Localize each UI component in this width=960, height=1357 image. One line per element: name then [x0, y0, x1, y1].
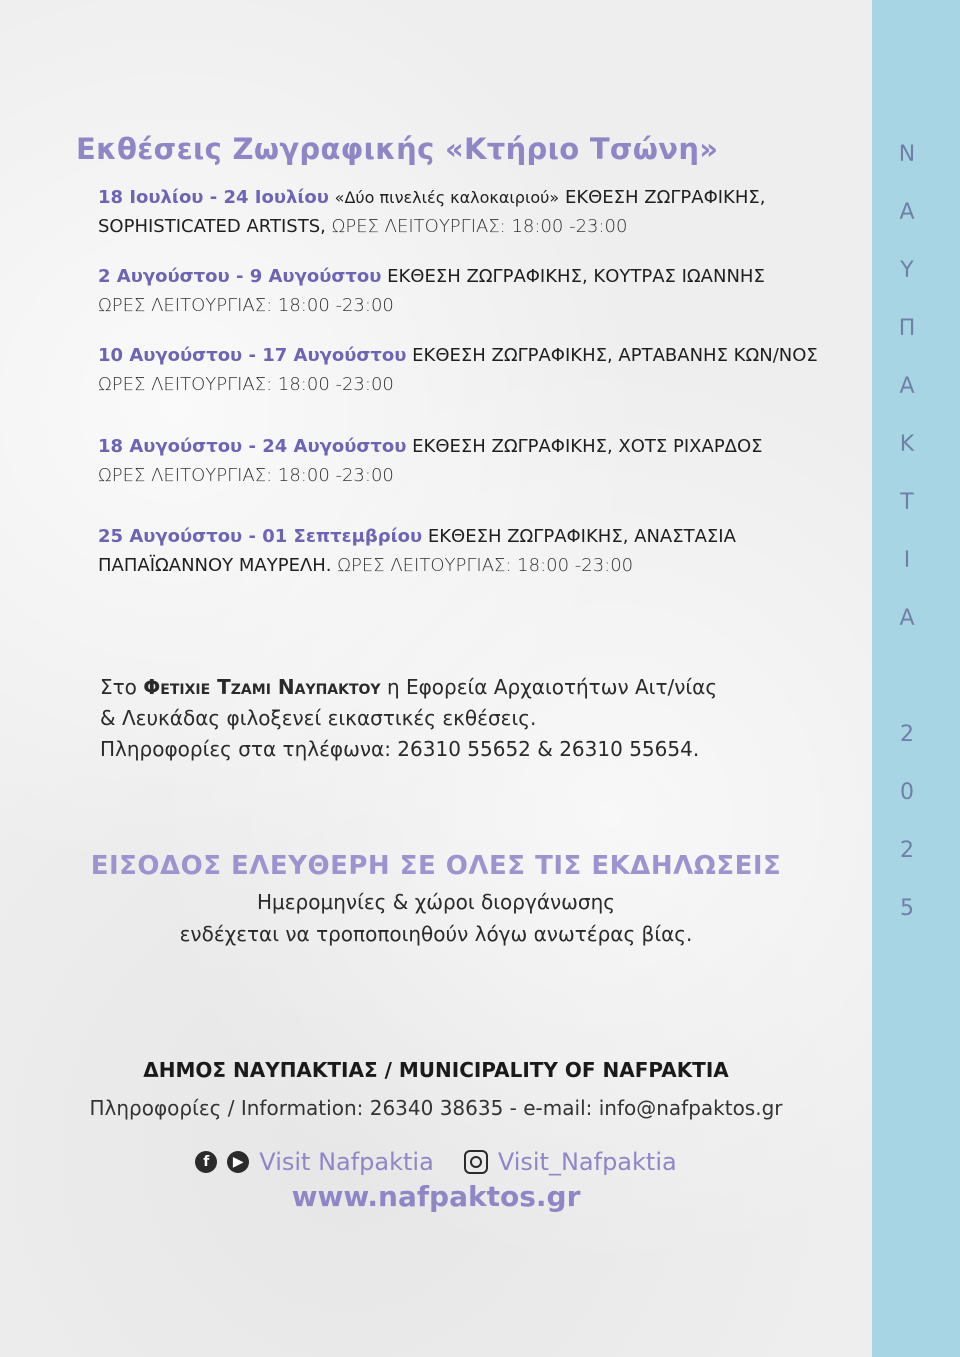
side-letter: Κ: [899, 432, 915, 457]
social-links: [0, 1144, 872, 1180]
event-text: ΕΚΘΕΣΗ ΖΩΓΡΑΦΙΚΗΣ, ΑΡΤΑΒΑΝΗΣ ΚΩΝ/ΝΟΣ: [412, 345, 818, 366]
social-facebook-youtube-label[interactable]: Visit Nafpaktia: [259, 1148, 434, 1176]
event-hours: ΩΡΕΣ ΛΕΙΤΟΥΡΓΙΑΣ: 18:00 -23:00: [98, 374, 394, 395]
event-text-2: ΠΑΠΑΪΩΑΝΝΟΥ ΜΑΥΡΕΛΗ.: [98, 555, 332, 576]
page-title: Εκθέσεις Ζωγραφικής «Κτήριο Τσώνη»: [76, 132, 719, 166]
side-letter: Τ: [900, 490, 914, 515]
event-text: ΕΚΘΕΣΗ ΖΩΓΡΑΦΙΚΗΣ,: [564, 187, 766, 208]
event-text: ΕΚΘΕΣΗ ΖΩΓΡΑΦΙΚΗΣ, ΧΟΤΣ ΡΙΧΑΡΔΟΣ: [412, 436, 763, 457]
venue-name: Φετιχιε Τζαμι Ναυπακτου: [143, 675, 381, 699]
event-quote: «Δύο πινελιές καλοκαιριού»: [334, 188, 560, 207]
free-entry-banner: ΕΙΣΟΔΟΣ ΕΛΕΥΘΕΡΗ ΣΕ ΟΛΕΣ ΤΙΣ ΕΚΔΗΛΩΣΕΙΣ: [90, 851, 782, 881]
youtube-icon[interactable]: ▶: [227, 1151, 249, 1173]
event-hours: ΩΡΕΣ ΛΕΙΤΟΥΡΓΙΑΣ: 18:00 -23:00: [337, 555, 634, 576]
side-letter: Υ: [900, 258, 914, 283]
event-date: 18 Ιουλίου - 24 Ιουλίου: [98, 187, 329, 208]
info-line1-rest: η Εφορεία Αρχαιοτήτων Αιτ/νίας: [386, 675, 718, 699]
side-vertical-text: [872, 0, 942, 1357]
side-year-digit: 2: [900, 838, 914, 863]
event-item: [98, 522, 858, 580]
event-date: 25 Αυγούστου - 01 Σεπτεμβρίου: [98, 526, 423, 547]
event-hours: ΩΡΕΣ ΛΕΙΤΟΥΡΓΙΑΣ: 18:00 -23:00: [98, 465, 394, 486]
contact-info: Πληροφορίες / Information: 26340 38635 - e-mail: info@nafpaktos.gr: [89, 1096, 783, 1120]
event-date: 2 Αυγούστου - 9 Αυγούστου: [98, 266, 382, 287]
info-phones: Πληροφορίες στα τηλέφωνα: 26310 55652 & 26310 55654.: [100, 737, 700, 761]
side-letter: Ν: [898, 142, 916, 167]
event-hours: ΩΡΕΣ ΛΕΙΤΟΥΡΓΙΑΣ: 18:00 -23:00: [331, 216, 628, 237]
social-instagram-label[interactable]: Visit_Nafpaktia: [497, 1148, 677, 1176]
notice-line-1: Ημερομηνίες & χώροι διοργάνωσης: [256, 890, 616, 914]
side-year-digit: 5: [900, 896, 914, 921]
side-year-digit: 0: [900, 780, 914, 805]
event-item: [98, 432, 858, 490]
side-year-digit: 2: [900, 722, 914, 747]
event-text-2: SOPHISTICATED ARTISTS,: [98, 216, 326, 237]
event-hours: ΩΡΕΣ ΛΕΙΤΟΥΡΓΙΑΣ: 18:00 -23:00: [98, 295, 394, 316]
facebook-icon[interactable]: f: [195, 1151, 217, 1173]
side-letter: Α: [899, 374, 915, 399]
info-prefix: Στο: [100, 675, 137, 699]
instagram-icon[interactable]: [464, 1150, 488, 1174]
side-letter: Α: [899, 200, 915, 225]
website-link[interactable]: www.nafpaktos.gr: [291, 1180, 581, 1213]
event-text: ΕΚΘΕΣΗ ΖΩΓΡΑΦΙΚΗΣ, ΚΟΥΤΡΑΣ ΙΩΑΝΝΗΣ: [387, 266, 765, 287]
info-line2: & Λευκάδας φιλοξενεί εικαστικές εκθέσεις.: [100, 706, 537, 730]
event-date: 10 Αυγούστου - 17 Αυγούστου: [98, 345, 407, 366]
venue-info: [100, 672, 840, 765]
side-letter: Α: [899, 606, 915, 631]
event-text: ΕΚΘΕΣΗ ΖΩΓΡΑΦΙΚΗΣ, ΑΝΑΣΤΑΣΙΑ: [427, 526, 736, 547]
notice-line-2: ενδέχεται να τροποποιηθούν λόγω ανωτέρας βίας.: [179, 922, 693, 946]
event-item: [98, 262, 858, 320]
event-item: [98, 341, 858, 399]
event-item: [98, 183, 858, 241]
municipality-heading: ΔΗΜΟΣ ΝΑΥΠΑΚΤΙΑΣ / MUNICIPALITY OF NAFPAKTIA: [143, 1058, 729, 1082]
side-letter: Π: [898, 316, 916, 341]
side-letter: Ι: [903, 548, 911, 573]
event-date: 18 Αυγούστου - 24 Αυγούστου: [98, 436, 407, 457]
